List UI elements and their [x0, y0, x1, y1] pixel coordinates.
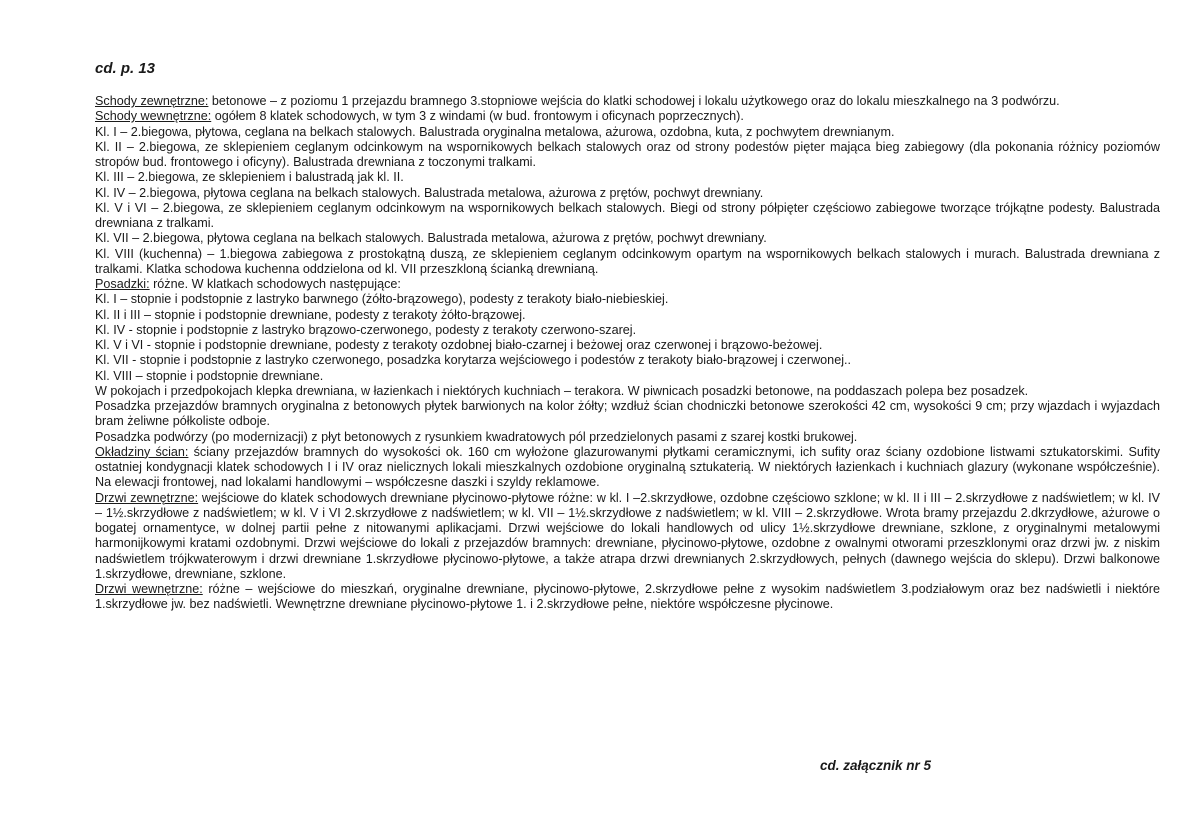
paragraph: [95, 369, 1160, 384]
section-label: Posadzki:: [95, 277, 150, 291]
paragraph-text: Posadzka przejazdów bramnych oryginalna z betonowych płytek barwionych na kolor żółty; wzdłuż ścian chodniczki betonowe szerokości 42 cm, wysokości 9 cm; przy wjazdach i wyjazdach bram żeliwne półkoliste odboje.: [95, 399, 1160, 429]
section-label: Okładziny ścian:: [95, 444, 189, 459]
paragraph-text: Kl. IV – 2.biegowa, płytowa ceglana na belkach stalowych. Balustrada metalowa, ażurowa z prętów, pochwyt drewniany.: [95, 185, 764, 200]
paragraph-text: Kl. VIII – stopnie i podstopnie drewniane.: [95, 368, 324, 383]
paragraph: [95, 170, 1160, 185]
paragraph-text: W pokojach i przedpokojach klepka drewniana, w łazienkach i niektórych kuchniach – terakora. W piwnicach posadzki betonowe, na poddaszach polepa bez posadzek.: [95, 383, 1029, 398]
paragraph-text: Kl. IV - stopnie i podstopnie z lastryko brązowo-czerwonego, podesty z terakoty czerwono-szarej.: [95, 322, 637, 337]
paragraph: [95, 125, 1160, 140]
paragraph-text: Posadzka podwórzy (po modernizacji) z płyt betonowych z rysunkiem kwadratowych pól przedzielonych pasami z szarej kostki brukowej.: [95, 429, 858, 444]
paragraph-text: Kl. VIII (kuchenna) – 1.biegowa zabiegowa z prostokątną duszą, ze sklepieniem ceglanym odcinkowym opartym na wspornikowych belkach stalowych i murach. Balustrada drewniana z tralkami. Klatka schodowa kuchenna oddzielona od kl. VII przeszkloną ścianką drewnianą.: [95, 246, 1160, 276]
paragraph-text: wejściowe do klatek schodowych drewniane płycinowo-płytowe różne: w kl. I –2.skrzydłowe, ozdobne częściowo szklone; w kl. II i III – 2.skrzydłowe z nadświetlem; w kl. IV – 1½.skrzydłowe z nadświetlem; w kl. V i VI 2.skrzydłowe z nadświetlem; w kl. VII – 1½.skrzydłowe z nadświetlem; w kl. VIII – 2.skrzydłowe. Wrota bramy przejazdu 2.dkrzydłowe, ażurowe o bogatej ornamentyce, w dolnej partii pełne z nitowanymi aplikacjami. Drzwi wejściowe do lokali handlowych od ulicy 1½.skrzydłowe drewniane, szklone, z oryginalnymi metalowymi harmonijkowymi kratami ozdobnymi. Drzwi wejściowe do lokali z przejazdów bramnych: drewniane, płycinowo-płytowe, ozdobne z owalnymi otworami przeszklonymi oraz drzwi jw. z niskim nadświetlem trójkwaterowym i drzwi drewniane 1.skrzydłowe płycinowo-płytowe, a także atrapa drzwi drewnianych 2.skrzydłowych, pełnych (dawnego wejścia do sklepu). Drzwi balkonowe 1.skrzydłowe, drewniane, szklone.: [95, 490, 1160, 581]
paragraph-text: różne – wejściowe do mieszkań, oryginalne drewniane, płycinowo-płytowe, 2.skrzydłowe pełne z wysokim nadświetlem 3.podziałowym oraz bez nadświetli i niektóre 1.skrzydłowe jw. bez nadświetli. Wewnętrzne drewniane płycinowo-płytowe 1. i 2.skrzydłowe pełne, niektóre współczesne płycinowe.: [95, 582, 1160, 612]
page-header: cd. p. 13: [95, 60, 156, 77]
paragraph: [95, 338, 1160, 353]
paragraph: [95, 231, 1160, 246]
paragraph-text: Kl. II i III – stopnie i podstopnie drewniane, podesty z terakoty żółto-brązowej.: [95, 307, 526, 322]
section-label: Drzwi wewnętrzne:: [95, 582, 203, 596]
paragraph-text: ogółem 8 klatek schodowych, w tym 3 z windami (w bud. frontowym i oficynach poprzecznych).: [211, 109, 744, 124]
section-label: Schody zewnętrzne:: [95, 94, 209, 108]
paragraph-text: Kl. I – 2.biegowa, płytowa, ceglana na belkach stalowych. Balustrada oryginalna metalowa, ażurowa, ozdobna, kuta, z pochwytem drewnianym.: [95, 124, 895, 139]
paragraph-text: Kl. III – 2.biegowa, ze sklepieniem i balustradą jak kl. II.: [95, 170, 404, 185]
paragraph-text: Kl. VII - stopnie i podstopnie z lastryko czerwonego, posadzka korytarza wejściowego i podestów z terakoty biało-brązowej i czerwonej..: [95, 353, 851, 368]
paragraph: [95, 399, 1160, 430]
paragraph-text: Kl. I – stopnie i podstopnie z lastryko barwnego (żółto-brązowego), podesty z terakoty biało-niebieskiej.: [95, 292, 669, 307]
paragraph: [95, 247, 1160, 278]
paragraph: [95, 277, 1160, 292]
paragraph: [95, 308, 1160, 323]
paragraph: [95, 384, 1160, 399]
paragraph: [95, 94, 1160, 109]
paragraph-text: betonowe – z poziomu 1 przejazdu bramnego 3.stopniowe wejścia do klatki schodowej i lokalu użytkowego oraz do lokalu mieszkalnego na 3 podwórzu.: [208, 94, 1060, 108]
paragraph: [95, 445, 1160, 491]
paragraph: [95, 109, 1160, 124]
paragraph-text: Kl. II – 2.biegowa, ze sklepieniem ceglanym odcinkowym na wspornikowych belkach stalowych oraz od strony podestów pięter mająca bieg zabiegowy (dla pokonania różnicy poziomów stropów bud. frontowego i oficyny). Balustrada drewniana z toczonymi tralkami.: [95, 139, 1160, 169]
paragraph-text: Kl. VII – 2.biegowa, płytowa ceglana na belkach stalowych. Balustrada metalowa, ażurowa z prętów, pochwyt drewniany.: [95, 231, 767, 246]
paragraph-text: Kl. V i VI – 2.biegowa, ze sklepieniem ceglanym odcinkowym na wspornikowych belkach stalowych. Biegi od strony półpięter częściowo zabiegowe tworzące trójkątne podesty. Balustrada drewniana z tralkami.: [95, 200, 1160, 230]
paragraph: [95, 582, 1160, 613]
paragraph-text: różne. W klatkach schodowych następujące:: [149, 277, 401, 291]
paragraph: [95, 430, 1160, 445]
document-body: [95, 94, 1160, 613]
continuation-note: cd. załącznik nr 5: [820, 758, 932, 773]
section-label: Schody wewnętrzne:: [95, 109, 212, 124]
paragraph: [95, 186, 1160, 201]
paragraph: [95, 201, 1160, 232]
paragraph: [95, 323, 1160, 338]
section-label: Drzwi zewnętrzne:: [95, 490, 199, 505]
paragraph: [95, 292, 1160, 307]
paragraph: [95, 353, 1160, 368]
paragraph: [95, 140, 1160, 171]
paragraph: [95, 491, 1160, 583]
paragraph-text: ściany przejazdów bramnych do wysokości ok. 160 cm wyłożone glazurowanymi płytkami ceramicznymi, ich sufity oraz ściany ozdobione listwami sztukatorskimi. Sufity ostatniej kondygnacji klatek schodowych I i IV oraz nielicznych lokali mieszkalnych ozdobione oryginalną sztukaterią. W niektórych łazienkach i kuchniach glazury (wykonane współcześnie). Na elewacji frontowej, nad lokalami handlowymi – współczesne daszki i szyldy reklamowe.: [95, 444, 1160, 490]
paragraph-text: Kl. V i VI - stopnie i podstopnie drewniane, podesty z terakoty ozdobnej biało-czarnej i beżowej oraz czerwonej i brązowo-beżowej.: [95, 338, 823, 352]
